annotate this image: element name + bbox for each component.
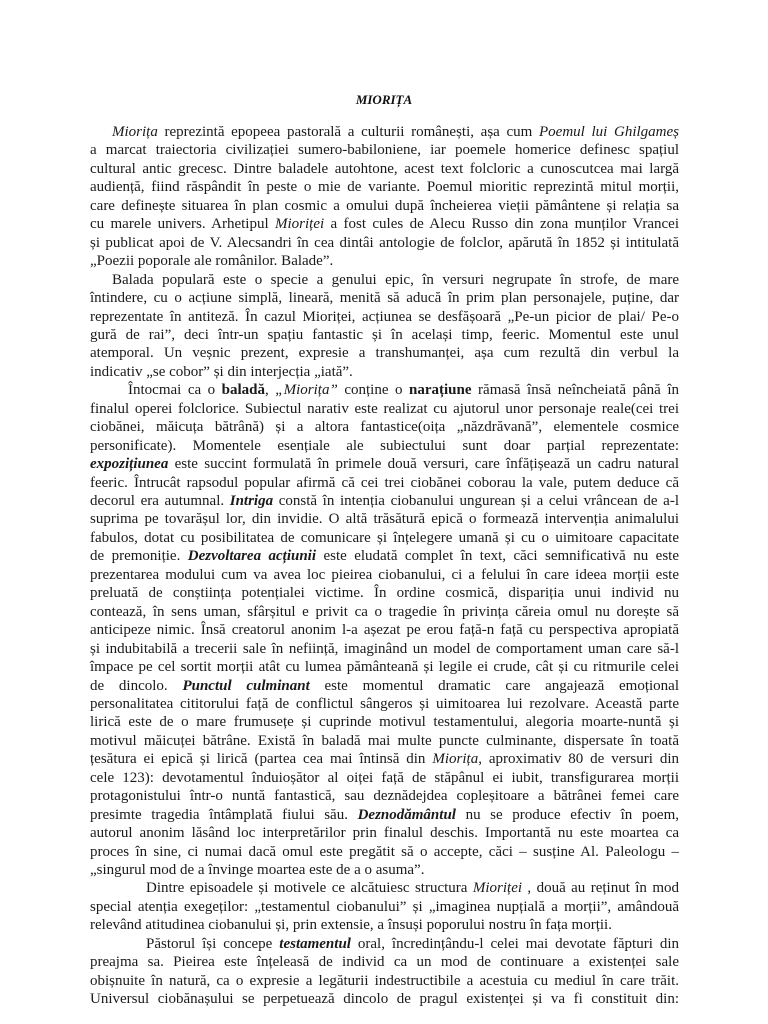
text-line bbox=[128, 381, 679, 400]
text-run: presimte tragedia întâmplată fiului său. bbox=[90, 806, 358, 823]
text-run: reprezentate în antiteză. În cazul Mioriței, acțiunea se desfășoară „Pe-un picior de plai/ Pe-o bbox=[90, 308, 679, 325]
text-run: lirică este de o mare frumusețe și cuprinde motivul testamentului, alegoria moarte-nuntă și bbox=[90, 714, 679, 731]
text-run: proces în sine, ci numai dacă omul este pregătit să o accepte, căci – susține Al. Paleologu – bbox=[90, 843, 679, 860]
text-line bbox=[90, 437, 679, 456]
text-line bbox=[90, 400, 679, 419]
text-run: cu marele univers. Arhetipul bbox=[90, 216, 275, 233]
text-run: care definește situarea în plan cosmic a omului după încheierea vieții pământene și relația sa bbox=[90, 197, 679, 214]
text-run: „Poezii poporale ale românilor. Balade”. bbox=[90, 253, 334, 270]
text-run: , bbox=[265, 382, 276, 399]
text-run: este eludată complet în text, căci semnificativă nu este bbox=[316, 548, 680, 565]
text-run: a marcat traiectoria civilizației sumero-babiloniene, iar poemele homerice definesc spațiul bbox=[90, 142, 679, 159]
text-run: reprezintă epopeea pastorală a culturii românești, așa cum bbox=[157, 124, 539, 140]
text-line bbox=[90, 566, 679, 585]
text-run: gură de rai”, deci într-un spațiu fantastic și în același timp, feeric. Momentul este unul bbox=[90, 326, 679, 343]
emphasized-text: testamentul bbox=[279, 935, 351, 952]
emphasized-text: narațiune bbox=[409, 382, 472, 399]
text-line bbox=[90, 861, 679, 880]
text-line bbox=[90, 178, 679, 197]
text-line bbox=[90, 584, 679, 603]
text-line bbox=[90, 492, 679, 511]
text-run: întindere, cu o acțiune simplă, lineară, menită să aducă în prim plan personajele, puține, dar bbox=[90, 290, 679, 306]
text-run: atemporal. Un veșnic prezent, expresie a transhumanței, așa cum rezultă din verbul la bbox=[90, 345, 679, 362]
emphasized-text: Deznodământul bbox=[357, 806, 456, 823]
text-run: „singurul mod de a învinge moartea este de a o asuma”. bbox=[90, 862, 425, 878]
text-line bbox=[90, 898, 679, 917]
text-line bbox=[90, 621, 679, 640]
emphasized-text: Dezvoltarea acțiunii bbox=[187, 548, 317, 565]
text-run: anticipeze nimic. Însă creatorul anonim l-a așezat pe erou față-n față cu perspectiva apropiată bbox=[90, 622, 679, 639]
text-line bbox=[90, 658, 679, 677]
emphasized-text: Poemul lui Ghilgameș bbox=[539, 124, 679, 140]
text-run: este succint formulată în primele două versuri, care înfățișează un cadru natural bbox=[168, 456, 679, 473]
text-line bbox=[90, 308, 679, 327]
text-line bbox=[90, 326, 679, 345]
text-run: feeric. Întrucât rapsodul popular afirmă că cei trei ciobănei coborau la vale, putem deduce că bbox=[90, 474, 679, 491]
text-run: preluată de conștiința potențialei victime. În ordine cosmică, dispariția unui individ nu bbox=[90, 585, 679, 602]
emphasized-text: Punctul culminant bbox=[182, 677, 310, 694]
text-run: oral, încredințându-l celei mai devotate făpturi din bbox=[350, 935, 679, 952]
text-run: personalitatea cititorului față de conflictul sângeros și uimitoarea lui rezolvare. Această parte bbox=[90, 695, 679, 712]
text-run: preajma sa. Pieirea este înțeleasă de individ ca un mod de continuare a existenței sale bbox=[90, 954, 679, 971]
text-run: protagonistului într-o nuntă fantastică, sau deznădejdea copleșitoare a bătrânei femei care bbox=[90, 788, 679, 805]
text-run: personificate). Momentele esențiale ale subiectului sunt doar parțial reprezentate: bbox=[90, 437, 679, 454]
text-line bbox=[90, 160, 679, 179]
text-run: fabulos, dotat cu posibilitatea de comunicare și înțelegere umană și cu o uimitoare capacitate bbox=[90, 529, 679, 546]
text-run: și publicat apoi de V. Alecsandri în cea dintâi antologie de folclor, apărută în 1852 și intitulată bbox=[90, 234, 679, 251]
text-run: , două au reținut în mod bbox=[522, 880, 679, 897]
text-line bbox=[90, 787, 679, 806]
text-line bbox=[90, 769, 679, 788]
text-run: prezentarea modului cum va avea loc pieirea ciobanului, ci a felului în care ideea morții este bbox=[90, 566, 679, 583]
text-run: audiență, fiind răspândit în peste o mie de variante. Poemul mioritic reprezintă mitul morții, bbox=[90, 179, 679, 196]
text-run: nu se produce efectiv în poem, bbox=[455, 806, 679, 823]
text-line bbox=[90, 695, 679, 714]
text-line bbox=[90, 732, 679, 751]
text-line bbox=[90, 234, 679, 253]
text-line bbox=[90, 141, 679, 160]
text-line bbox=[90, 916, 679, 935]
text-line bbox=[90, 806, 679, 825]
text-run: , aproximativ 80 de versuri din bbox=[478, 751, 679, 768]
text-line bbox=[146, 879, 679, 898]
text-run: ciobănei, măicuța bătrână) și a altora fantastice(oița „năzdrăvană”, elementele cosmice bbox=[90, 419, 679, 436]
emphasized-text: Mioriței bbox=[274, 216, 325, 233]
text-line bbox=[90, 972, 679, 991]
text-line bbox=[90, 547, 679, 566]
text-line bbox=[90, 529, 679, 548]
text-run: și indubitabilă a trecerii sale în neființă, imaginând un model de comportament uman care să-l bbox=[90, 640, 679, 657]
text-run: obișnuite în natură, ca o expresie a legăturii indestructibile a acestuia cu mediul în care trăit. bbox=[90, 972, 679, 989]
emphasized-text: expozițiunea bbox=[90, 456, 169, 473]
text-run: Balada populară este o specie a genului epic, în versuri negrupate în strofe, de mare bbox=[112, 271, 679, 288]
text-line bbox=[90, 197, 679, 216]
text-line bbox=[90, 418, 679, 437]
text-line bbox=[90, 953, 679, 972]
text-line bbox=[90, 640, 679, 659]
text-line bbox=[90, 289, 679, 308]
emphasized-text: „Miorița” bbox=[275, 382, 338, 399]
text-line bbox=[90, 215, 679, 234]
text-run: suprima pe tovarășul lor, din invidie. O altă trăsătură epică o formează intervenția animalului bbox=[90, 511, 679, 528]
emphasized-text: Miorița bbox=[432, 751, 479, 768]
emphasized-text: Miorița bbox=[112, 124, 158, 140]
text-run: autorul anonim lăsând loc interpretărilor prin finalul deschis. Importantă nu este moartea ca bbox=[90, 825, 679, 842]
text-run: Dintre episoadele și motivele ce alcătuiesc structura bbox=[146, 880, 473, 897]
text-run: conține o bbox=[337, 382, 410, 399]
text-run: cultural antic grecesc. Dintre baladele autohtone, acest text folcloric a cunoscutcea mai largă bbox=[90, 160, 679, 177]
text-run: Universul ciobănașului se perpetuează dincolo de pragul existenței și va fi constituit din: bbox=[90, 991, 679, 1008]
text-line bbox=[112, 123, 679, 142]
text-line bbox=[90, 750, 679, 769]
text-run: Păstorul își concepe bbox=[146, 935, 280, 952]
text-line bbox=[90, 455, 679, 474]
text-run: constă în intenția ciobanului ungurean și a celui vrâncean de a-l bbox=[273, 493, 679, 509]
text-run: împace pe cel sortit morții atât cu lumea pământeană și legile ei crude, cât și cu ritmurile celei bbox=[90, 659, 679, 675]
text-run: Întocmai ca o bbox=[128, 382, 222, 399]
text-run: rămasă însă neîncheiată până în bbox=[471, 382, 679, 399]
text-line bbox=[90, 990, 679, 1009]
emphasized-text: Intriga bbox=[229, 493, 274, 509]
text-line bbox=[90, 824, 679, 843]
text-line bbox=[112, 271, 679, 290]
text-run: motivul măicuței bătrâne. Există în baladă mai multe puncte culminante, dispersate în toată bbox=[90, 732, 679, 749]
text-line bbox=[90, 603, 679, 622]
text-line bbox=[90, 363, 679, 382]
text-run: este momentul dramatic care angajează emoțional bbox=[309, 677, 680, 694]
emphasized-text: Mioriței bbox=[472, 880, 523, 897]
text-line bbox=[90, 252, 679, 271]
text-line bbox=[90, 677, 679, 696]
emphasized-text: baladă bbox=[221, 382, 266, 399]
text-line bbox=[90, 713, 679, 732]
text-line bbox=[90, 344, 679, 363]
text-run: relevând atitudinea ciobanului și, prin extensie, a însuși poporului nostru în fața morții. bbox=[90, 917, 612, 934]
text-run: cele 123): devotamentul înduioșător al oiței față de stăpânul ei iubit, transfigurarea morții bbox=[90, 769, 679, 786]
text-run: indicativ „se cobor” și din interjecția „iată”. bbox=[90, 363, 353, 380]
text-run: finalul operei folclorice. Subiectul narativ este realizat cu ajutorul unor personaje reale(cei trei bbox=[90, 400, 679, 417]
text-line bbox=[90, 474, 679, 493]
text-line bbox=[90, 510, 679, 529]
text-run: țesătura ei epică și lirică (partea cea mai întinsă din bbox=[90, 751, 433, 768]
text-run: special atenția exegeților: „testamentul ciobanului” și „imaginea nupțială a morții”, amândouă bbox=[90, 898, 679, 915]
text-run: contează, în sens uman, sfârșitul e privit ca o tragedie în privința căreia omul nu dorește să bbox=[90, 603, 679, 620]
document-title: MIORIȚA bbox=[355, 92, 413, 107]
text-line bbox=[146, 935, 679, 954]
text-line bbox=[90, 843, 679, 862]
text-run: de premoniție. bbox=[90, 548, 188, 565]
text-run: a fost cules de Alecu Russo din zona munților Vrancei bbox=[324, 216, 680, 233]
text-run: de dincolo. bbox=[90, 677, 183, 694]
text-run: decorul era autumnal. bbox=[90, 493, 230, 509]
